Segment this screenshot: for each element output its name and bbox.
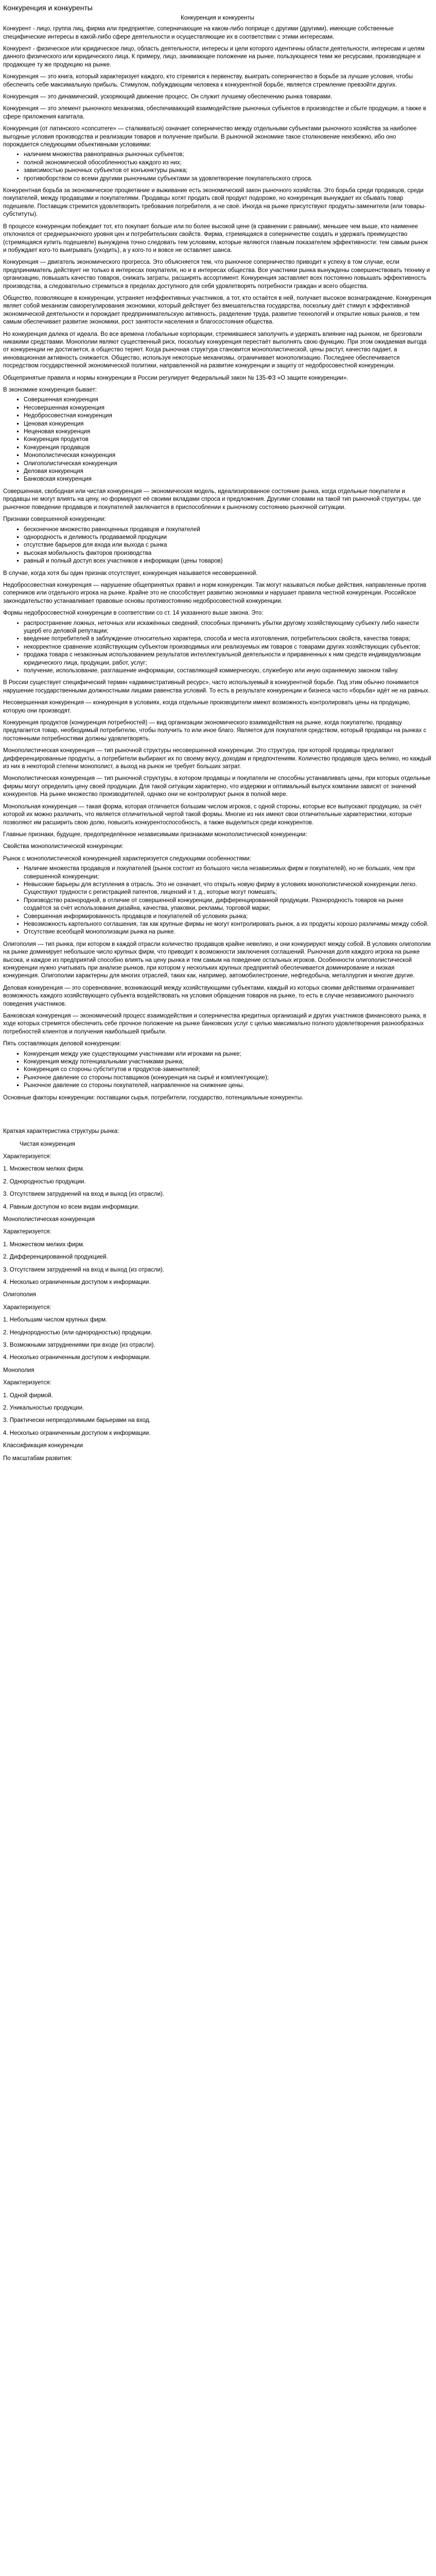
list-item: ▪ Рыночное давление со стороны поставщиков (конкуренция на сырьё и комплектующие); — [24, 1074, 432, 1082]
list-item: • введение потребителей в заблуждение относительно характера, способа и места изготовления, потребительских свойств, качества товара; — [24, 635, 432, 643]
outline-heading: Монополистическая конкуренция — [3, 1216, 95, 1223]
list-item: ▪ равный и полный доступ всех участников к информации (цены товаров) — [24, 557, 432, 565]
list-item: • зависимостью рыночных субъектов от конъюнктуры рынка; — [24, 167, 432, 175]
list-item: ▪ Конкуренция со стороны субститутов и продуктов-заменителей; — [24, 1066, 432, 1074]
conditions-list — [3, 151, 432, 183]
outline-line: Характеризуется: — [3, 1304, 51, 1311]
list-item: ▪ Неценовая конкуренция — [24, 428, 432, 436]
outline-line: По масштабам развития: — [3, 1455, 73, 1462]
list-item: ▪ Рыночное давление со стороны покупателей, направленное на снижение цены. — [24, 1082, 432, 1090]
body-paragraph: Монопольная конкуренция — такая форма, которая отличается большим числом игроков, с одной стороны, которые все выпускают продукцию, за счёт которой их можно различить, что является отличительной чертой такой формы. Многие из них имеют свои отличительные характеристики, которые позволяют им расширить свою долю, повысить конкурентоспособность, а также выделиться среди конкурентов. — [3, 803, 422, 826]
list-item: ▪ Банковская конкуренция — [24, 476, 432, 483]
outline-line: 2. Однородностью продукции. — [3, 1178, 86, 1185]
mono-struct-intro: Свойства монополистической конкуренции: — [3, 843, 124, 850]
compete-list — [3, 1050, 432, 1090]
body-paragraph: Но конкуренция далека от идеала. Во все времена глобальные корпорации, стремившиеся заполучить и удержать влияние над рынком, не брезговали никакими средствами. Монополии являют существенный риск, поскольку конкуренция перестаёт выполнять свою функцию. При этом ожидаемая выгода от конкуренции не достигается, а общество теряет. Когда рыночная структура становится монополистической, цены растут, качество падает, а инновационная активность снижается. Общество, используя некоторые механизмы, ограничивает монополизацию. Последнее обеспечивается посредством государственной экономической политики, направленной на развитие конкуренции и защиту от недобросовестной конкуренции. — [3, 331, 427, 369]
body-paragraph: В России существует специфический термин «административный ресурс», часто используемый в конкурентной борьбе. Под этим обычно понимается нарушение государственными должностными лицами равенства условий. То есть в результате конкуренции и бизнеса часто «борьба» идёт не на равных. — [3, 680, 430, 694]
list-item: • Совершенная информированность продавцов и покупателей об условиях рынка; — [24, 913, 432, 921]
body-paragraph: Банковская конкуренция — экономический процесс взаимодействия и соперничества кредитных организаций и других участников финансового рынка, в ходе которых стремятся обеспечить себе прочное положение на рынке банковских услуг с целью максимально полного удовлетворения разнообразных потребностей клиентов и получения наибольшей прибыли. — [3, 1013, 426, 1035]
types-list — [3, 396, 432, 483]
outline-line: 1. Небольшим числом крупных фирм. — [3, 1317, 108, 1324]
body-paragraph: Общество, позволяющее в конкуренции, устраняет неэффективных участников, а тот, кто остаётся в ней, получает высокое вознаграждение. Конкуренция являет собой механизм саморегулирования экономики, который действует без вмешательства государства, поскольку даёт стимул к эффективной экономической деятельности и порождает предпринимательскую активность, разделение труда, развитие технологий и открытие новых рынков, и тем самым обеспечивает развитие экономики, рост занятости населения и благосостояния общества. — [3, 295, 431, 326]
list-item: ▪ Несовершенная конкуренция — [24, 404, 432, 412]
outline-line: 4. Несколько ограниченным доступом к информации. — [3, 1354, 151, 1361]
list-item: • некорректное сравнение хозяйствующим субъектом производимых или реализуемых им товаров с товарами других хозяйствующих субъектов; — [24, 643, 432, 651]
mono-signs-intro: Главные признаки, будущее, предопределённое независимыми признаками монополистической конкуренции: — [3, 831, 307, 838]
unfair-paragraph: Недобросовестная конкуренция — нарушение общепринятых правил и норм конкуренции. Так могут называться любые действия, направленные против соперников или отдельного игрока на рынке. Крайне это не способствует развитию экономики и нарушает правила честной конкуренции. Российское законодательство устанавливает правовые основы противостоянию недобросовестной конкуренции. — [3, 582, 427, 604]
page-title — [3, 3, 432, 13]
list-item: • распространение ложных, неточных или искажённых сведений, способных причинить убытки другому хозяйствующему субъекту либо нанести ущерб его деловой репутации; — [24, 620, 432, 636]
body-paragraph: Несовершенная конкуренция — конкуренция в условиях, когда отдельные производители имеют возможность контролировать цены на продукцию, которую они производят. — [3, 700, 411, 714]
imperfect-paragraph: В случае, когда хотя бы один признак отсутствует, конкуренция называется несовершенной. — [3, 570, 258, 577]
outline-heading: Классификация конкуренции — [3, 1443, 83, 1449]
list-item: • наличием множества равноправных рыночных субъектов; — [24, 151, 432, 159]
list-item: • противоборством со всеми другими рыночными субъектами за удовлетворение покупательского спроса. — [24, 175, 432, 183]
unfair-forms-intro: Формы недобросовестной конкуренции в соответствии со ст. 14 указанного выше закона. Это: — [3, 610, 264, 617]
body-paragraph: Монополистическая конкуренция — тип рыночной структуры, в котором продавцы и покупатели не способны устанавливать цены, при которых отдельные фирмы могут определить цену своей продукции. Для такой ситуации характерно, что издержки и оптимальный выпуск компании зависят от значений конкурентов. На рынке множество производителей, однако они не контролируют рынок в полной мере. — [3, 775, 431, 798]
mono-market-intro: Рынок с монополистической конкуренцией характеризуется следующими особенностями: — [3, 855, 251, 862]
outline-line: Характеризуется: — [3, 1229, 51, 1235]
compete-intro: Пять составляющих деловой конкуренции: — [3, 1041, 121, 1047]
list-item: • Производство разнородной, в отличие от совершенной конкуренции, дифференцированной продукции. Разнородность товаров на рынке создаётся за счёт использования дизайна, качества, упаковки, рекламы, торговой марки; — [24, 897, 432, 913]
perfect-signs-intro: Признаки совершенной конкуренции: — [3, 516, 106, 523]
outline-line: Краткая характеристика структуры рынка: — [3, 1128, 119, 1135]
body-paragraph: Монополистическая конкуренция — тип рыночной структуры несовершенной конкуренции. Это структура, при которой продавцы предлагают дифференцированные продукты, а потребители выбирают их по своему вкусу, доходам и предпочтениям. Количество продавцов здесь велико, но каждый из них в некоторой степени монополист, а выход на рынок не требует больших затрат. — [3, 748, 431, 770]
compete-tail: Основные факторы конкуренции: поставщики сырья, потребители, государство, потенциальные конкуренты. — [3, 1094, 304, 1101]
list-item: • Невозможность картельного соглашения, так как крупные фирмы не могут контролировать рынок, а их продукты хорошо различимы между собой. — [24, 921, 432, 928]
outline-line: 3. Возможными затруднениями при входе (из отрасли). — [3, 1342, 155, 1348]
body-paragraph: Конкуренция — двигатель экономического прогресса. Это объясняется тем, что рыночное соперничество приводит к успеху в том случае, если предприниматель действует не только в интересах покупателя, но и в интересах общества. Все участники рынка вынуждены совершенствовать технику и организацию, повышать качество товаров, снижать затраты, расширять ассортимент. Конкуренция заставляет всех постоянно повышать эффективность производства, а следовательно стремиться в пределах доступного для себя удовлетворять потребности граждан и всего общества. — [3, 259, 430, 290]
list-item: ▪ высокая мобильность факторов производства — [24, 550, 432, 557]
unfair-forms-list — [3, 620, 432, 675]
intro-paragraph: Конкуренция (от латинского «concurrere» — сталкиваться) означает соперничество между отдельными субъектами рыночного хозяйства за наиболее выгодные условия производства и реализации товаров и получение прибыли. В рыночной экономике такое столкновение неизбежно, ибо оно порождается следующими объективными условиями: — [3, 126, 417, 148]
outline-line: Характеризуется: — [3, 1153, 51, 1160]
list-item: ▪ Недобросовестная конкуренция — [24, 412, 432, 420]
outline-line: 1. Одной фирмой. — [3, 1392, 53, 1399]
body-paragraph: Олигополия — тип рынка, при котором в каждой отрасли количество продавцов крайне невелико, и они конкурируют между собой. В условиях олигополии на рынке доминирует небольшое число крупных фирм, что приводит к возможности заключения соглашений. Рыночная доля каждого игрока на рынке высока, и каждое из предприятий способно влиять на цену рынка и тем самым на поведение остальных игроков. Особенности олигополистической конкуренции нужно учитывать при анализе рынков, при котором у нескольких крупных предприятий обеспечивается доминирование и низкая конкуренция. Олигополии характерны для многих отраслей, таких как, например, автомобилестроение, нефтедобыча, металлургия и многие другие. — [3, 941, 431, 979]
outline-line: Характеризуется: — [3, 1380, 51, 1386]
outline-line: 2. Уникальностью продукции. — [3, 1405, 84, 1412]
perfect-signs-list — [3, 526, 432, 566]
list-item: ▪ Конкуренция продуктов — [24, 436, 432, 444]
outline-heading: Монополия — [3, 1367, 34, 1374]
list-item: ▪ однородность и делимость продаваемой продукции — [24, 534, 432, 541]
outline-heading: Олигополия — [3, 1292, 37, 1298]
intro-paragraph: Конкурент - лицо, группа лиц, фирма или предприятие, соперничающие на каком-либо поприще с другими (другими), имеющие собственные специфические интересы в какой-либо сфере деятельности и осуществляющие их в соответствии с этими интересами. — [3, 26, 394, 40]
intro-paragraph: Конкуренция — это книга, который характеризует каждого, кто стремится к первенству, выиграть соперничество в борьбе за лучшие условия, чтобы обеспечить себе максимальную прибыль. Стимулом, побуждающим человека к конкурентной борьбе, является стремление превзойти других. — [3, 74, 413, 88]
body-paragraph: Конкурентная борьба за экономическое процветание и выживание есть экономический закон рыночного хозяйства. Это борьба среди продавцов, среди покупателей, между продавцами и покупателями. Продавцы хотят продать свой продукт подороже, но конкуренция вынуждает их сбывать товар подешевле. Поставщик стремится удовлетворить требования потребителя, а не своё. Иногда на рынке присутствуют продукты-заменители (или товары-субституты). — [3, 188, 426, 218]
outline-line: 3. Отсутствием затруднений на вход и выход (из отрасли). — [3, 1191, 164, 1198]
list-item: • Невысокие барьеры для вступления в отрасль. Это не означает, что открыть новую фирму в условиях монополистической конкуренции легко. Существуют трудности с регистрацией патентов, лицензий и т. д., которые могут помешать; — [24, 881, 432, 897]
perfect-paragraph: Совершенная, свободная или чистая конкуренция — экономическая модель, идеализированное состояние рынка, когда отдельные покупатели и продавцы не могут влиять на цену, но формируют её своими вкладами спроса и предложения. Другими словами на такой тип рыночной структуры, где рыночное поведение продавцов и покупателей заключается в приспособлении к рыночному состоянию рыночной ситуации. — [3, 488, 421, 511]
intro-paragraph: Конкуренция — это динамический, ускоряющий движение процесс. Он служит лучшему обеспечению рынка товарами. — [3, 94, 333, 100]
body-paragraph: В процессе конкуренции побеждает тот, кто покупает больше или по более высокой цене (в сравнении с равными), меньшее чем выше, кто наименее отклонился от среднерыночного уровня цен и потребительских свойств. Фирма, стремящаяся в соперничестве создать и удержать преимущество (стремящаяся купить подешевле) вынуждена точно следовать тем условиям, которые являются главным показателем эффективности: тем самым рынок и побуждает кого-то выигрывать (уходить), а у кого-то и вовсе не оставляет шанса. — [3, 223, 428, 253]
subtitle: Конкуренция и конкуренты — [181, 14, 254, 21]
types-intro: В экономике конкуренция бывает: — [3, 387, 97, 393]
list-item: ▪ Конкуренция между потенциальными участниками рынка; — [24, 1058, 432, 1066]
outline-line: 1. Множеством мелких фирм. — [3, 1241, 84, 1248]
list-item: ▪ Конкуренция продавцов — [24, 444, 432, 452]
outline-line: 1. Множеством мелких фирм. — [3, 1166, 84, 1173]
list-item: • получение, использование, разглашение информации, составляющей коммерческую, служебную или иную охраняемую законом тайну. — [24, 667, 432, 675]
list-item: • полной экономической обособленностью каждого из них; — [24, 159, 432, 167]
list-item: ▪ бесконечное множество равноценных продавцов и покупателей — [24, 526, 432, 534]
list-item: ▪ Монополистическая конкуренция — [24, 452, 432, 460]
outline-line: 3. Отсутствием затруднений на вход и выход (из отрасли). — [3, 1266, 164, 1273]
body-paragraph: Общепринятые правила и нормы конкуренции в России регулирует Федеральный закон № 135-ФЗ «О защите конкуренции». — [3, 375, 348, 381]
list-item: • Отсутствие всеобщей монополизации рынка на рынке. — [24, 928, 432, 936]
outline-line: 4. Несколько ограниченным доступом к информации. — [3, 1430, 151, 1436]
outline-line: 4. Несколько ограниченным доступом к информации. — [3, 1279, 151, 1285]
list-item: • продажа товара с незаконным использованием результатов интеллектуальной деятельности и приравненных к ним средств индивидуализации юридического лица, продукции, работ, услуг; — [24, 651, 432, 667]
intro-paragraph: Конкурент - физическое или юридическое лицо, область деятельности, интересы и цели которого идентичны области деятельности, интересам и целям данного физического или юридического лица. К примеру, лицо, занимающее положение на рынке, пользующееся теми же ресурсами, производящее и продающее ту же продукцию на рынке. — [3, 45, 425, 68]
list-item: ▪ Деловая конкуренция — [24, 468, 432, 476]
outline-heading: Чистая конкуренция — [20, 1141, 75, 1147]
outline-line: 2. Дифференцированной продукцией. — [3, 1254, 108, 1261]
market-structure-outline — [3, 1128, 432, 1463]
body-paragraph: Конкуренция продуктов (конкуренция потребностей) — вид организации экономического взаимодействия на рынке, когда покупателю, продавцу предлагается товар, необходимый потребителю, чтобы получить то или иное благо. Является для покупателя средством, который продавцы на рынках с постоянными потребностями должны удовлетворять. — [3, 720, 427, 742]
intro-paragraph: Конкуренция — это элемент рыночного механизма, обеспечивающий взаимодействие рыночных субъектов в производстве и сбыте продукции, а также в сфере приложения капитала. — [3, 106, 427, 120]
list-item: • Наличие множества продавцов и покупателей (рынок состоит из большого числа независимых фирм и покупателей), но не больших, чем при совершенной конкуренции; — [24, 865, 432, 881]
list-item: ▪ отсутствие барьеров для входа или выхода с рынка — [24, 541, 432, 549]
outline-line: 4. Равным доступом ко всем видам информации. — [3, 1204, 139, 1210]
list-item: ▪ Совершенная конкуренция — [24, 396, 432, 404]
mono-features-list — [3, 865, 432, 937]
outline-line: 3. Практически непреодолимыми барьерами на вход. — [3, 1417, 151, 1424]
list-item: ▪ Олигополистическая конкуренция — [24, 460, 432, 468]
list-item: ▪ Конкуренция между уже существующими участниками или игроками на рынке; — [24, 1050, 432, 1058]
body-paragraph: Деловая конкуренция — это соревнование, возникающий между хозяйствующими субъектами, каждый из которых своими действиями ограничивает возможность каждого хозяйствующего субъекта воздействовать на условия обращения товаров на рынке, то есть в случае независимого рыночного поведения участников. — [3, 985, 415, 1007]
list-item: ▪ Ценовая конкуренция — [24, 420, 432, 428]
section-spacer — [3, 1106, 432, 1128]
outline-line: 2. Неоднородностью (или однородностью) продукции. — [3, 1329, 152, 1336]
page-title-text: Конкуренция и конкуренты — [3, 4, 93, 12]
